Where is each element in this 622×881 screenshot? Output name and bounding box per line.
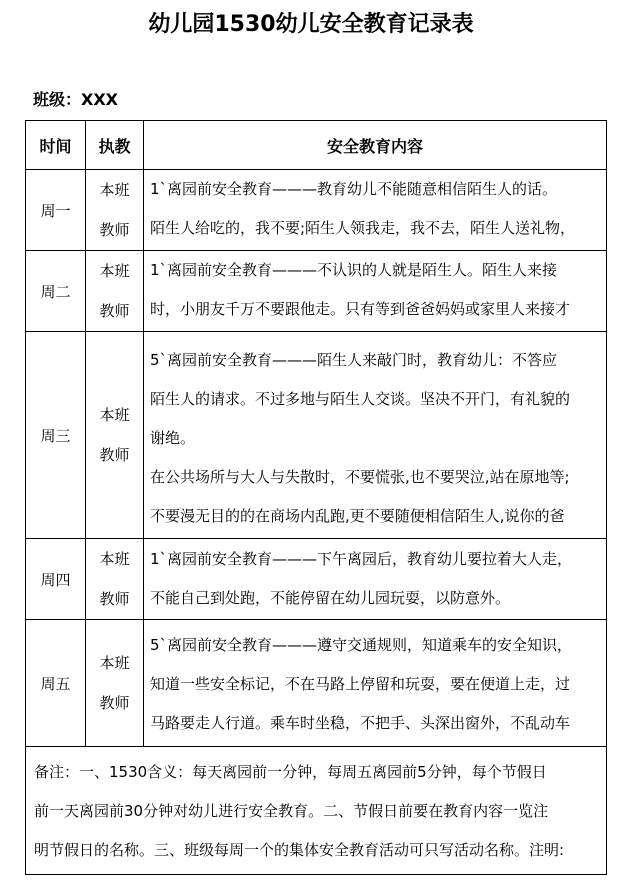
teacher-line: 本班 bbox=[99, 654, 130, 672]
content-line: 不能自己到处跑，不能停留在幼儿园玩耍，以防意外。 bbox=[150, 589, 511, 607]
content-line: 不要漫无目的的在商场内乱跑,更不要随便相信陌生人,说你的爸 bbox=[150, 507, 565, 525]
note-line: 前一天离园前30分钟对幼儿进行安全教育。二、节假日前要在教育内容一览注 bbox=[34, 802, 549, 820]
header-time: 时间 bbox=[26, 121, 86, 170]
teacher-line: 教师 bbox=[99, 446, 130, 464]
content-cell bbox=[144, 170, 607, 251]
note-line: 明节假日的名称。三、班级每周一个的集体安全教育活动可只写活动名称。注明: bbox=[34, 841, 565, 859]
content-line: 陌生人的请求。不过多地与陌生人交谈。坚决不开门，有礼貌的 bbox=[150, 390, 571, 408]
page-title: 幼儿园1530幼儿安全教育记录表 bbox=[148, 12, 474, 37]
class-label: 班级：XXX bbox=[33, 90, 119, 109]
teacher-cell bbox=[86, 620, 144, 747]
day-cell: 周四 bbox=[26, 539, 86, 620]
day-cell: 周一 bbox=[26, 170, 86, 251]
teacher-line: 本班 bbox=[99, 181, 130, 199]
note-line: 备注：一、1530含义：每天离园前一分钟，每周五离园前5分钟，每个节假日 bbox=[34, 763, 547, 781]
content-cell bbox=[144, 539, 607, 620]
safety-education-table bbox=[25, 120, 607, 875]
table-row bbox=[26, 251, 607, 332]
content-line: 在公共场所与大人与失散时，不要慌张,也不要哭泣,站在原地等; bbox=[150, 468, 570, 486]
teacher-line: 教师 bbox=[99, 302, 130, 320]
content-line: 5`离园前安全教育———遵守交通规则，知道乘车的安全知识， bbox=[150, 636, 573, 654]
table-header-row bbox=[26, 121, 607, 170]
content-line: 陌生人给吃的，我不要;陌生人领我走，我不去，陌生人送礼物， bbox=[150, 219, 576, 237]
table-row bbox=[26, 539, 607, 620]
teacher-line: 教师 bbox=[99, 694, 130, 712]
content-line: 1`离园前安全教育———下午离园后，教育幼儿要拉着大人走， bbox=[150, 550, 573, 568]
content-line: 1`离园前安全教育———不认识的人就是陌生人。陌生人来接 bbox=[150, 261, 558, 279]
day-cell: 周三 bbox=[26, 332, 86, 539]
content-line: 时，小朋友千万不要跟他走。只有等到爸爸妈妈或家里人来接才 bbox=[150, 300, 571, 318]
day-cell: 周二 bbox=[26, 251, 86, 332]
teacher-line: 本班 bbox=[99, 406, 130, 424]
table-row bbox=[26, 332, 607, 539]
day-cell: 周五 bbox=[26, 620, 86, 747]
teacher-cell bbox=[86, 539, 144, 620]
teacher-line: 教师 bbox=[99, 221, 130, 239]
content-line: 马路要走人行道。乘车时坐稳，不把手、头深出窗外，不乱动车 bbox=[150, 714, 571, 732]
header-executor: 执教 bbox=[86, 121, 144, 170]
content-line: 5`离园前安全教育———陌生人来敲门时，教育幼儿：不答应 bbox=[150, 351, 558, 369]
teacher-line: 本班 bbox=[99, 262, 130, 280]
note-row bbox=[26, 747, 607, 875]
table-row bbox=[26, 620, 607, 747]
content-line: 知道一些安全标记，不在马路上停留和玩耍，要在便道上走，过 bbox=[150, 675, 571, 693]
content-line: 谢绝。 bbox=[150, 429, 196, 447]
teacher-line: 本班 bbox=[99, 550, 130, 568]
content-cell bbox=[144, 251, 607, 332]
teacher-cell bbox=[86, 251, 144, 332]
content-line: 1`离园前安全教育———教育幼儿不能随意相信陌生人的话。 bbox=[150, 180, 558, 198]
teacher-cell bbox=[86, 332, 144, 539]
header-content: 安全教育内容 bbox=[144, 121, 607, 170]
table-row bbox=[26, 170, 607, 251]
content-cell bbox=[144, 332, 607, 539]
teacher-cell bbox=[86, 170, 144, 251]
note-cell bbox=[26, 747, 607, 875]
content-cell bbox=[144, 620, 607, 747]
teacher-line: 教师 bbox=[99, 590, 130, 608]
